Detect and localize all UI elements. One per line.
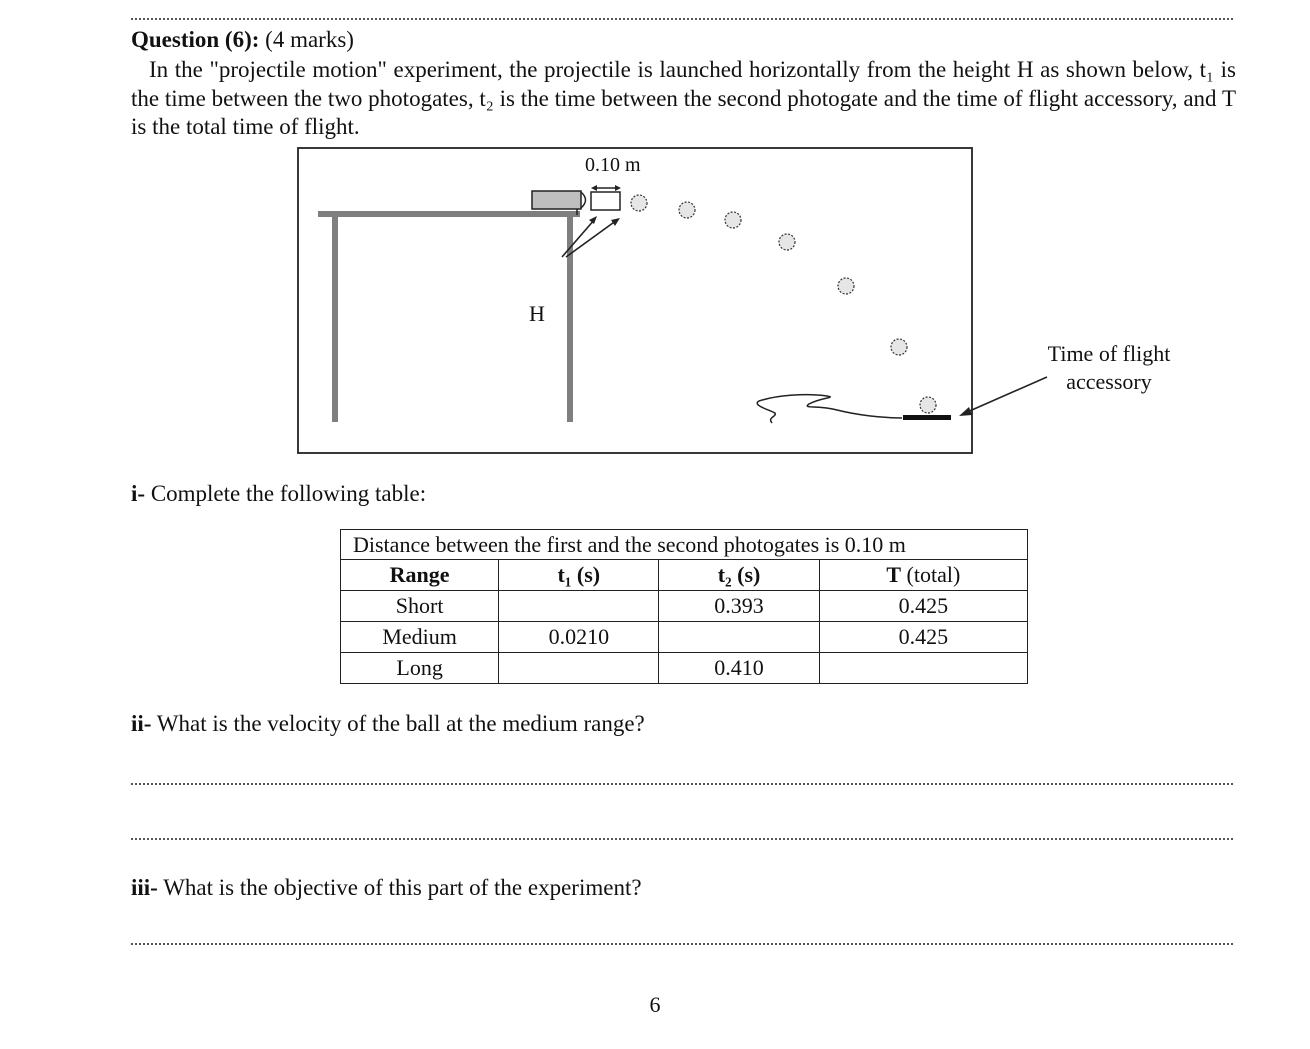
question-body-text: In the "projectile motion" experiment, the projectile is launched horizontally from the height H as shown below, t₁ is the time between the two photogates, t₂ is the time between the second photogate and the time of flight accessory, and T is the total time of flight. <box>131 57 1236 139</box>
results-table <box>340 529 1028 684</box>
table-row <box>341 622 1028 653</box>
table-row <box>341 591 1028 622</box>
cell-total-input[interactable] <box>819 653 1027 684</box>
question-body <box>131 56 1236 142</box>
answer-line[interactable] <box>131 943 1233 945</box>
part-i-text: Complete the following table: <box>150 481 427 506</box>
height-label: H <box>529 301 545 326</box>
part-i-heading <box>131 480 426 508</box>
trajectory-ball <box>779 234 795 250</box>
time-of-flight-pad <box>903 415 951 420</box>
top-dotted-line <box>131 18 1233 20</box>
trajectory-ball <box>920 397 936 413</box>
table-header-row <box>341 560 1028 591</box>
page-number: 6 <box>649 992 661 1017</box>
cell-range: Long <box>341 653 499 684</box>
cell-t2-input[interactable] <box>659 622 819 653</box>
trajectory-ball <box>725 212 741 228</box>
trajectory-ball <box>891 339 907 355</box>
header-total-time: T (total) <box>819 560 1027 591</box>
cell-total: 0.425 <box>819 622 1027 653</box>
part-ii-label: ii- <box>131 711 152 736</box>
part-ii-heading <box>131 710 645 738</box>
table-caption: Distance between the first and the second photogates is 0.10 m <box>341 530 1028 560</box>
distance-label: 0.10 m <box>585 154 641 176</box>
figure-frame <box>298 148 972 453</box>
trajectory-ball <box>679 202 695 218</box>
trajectory-ball <box>838 278 854 294</box>
cell-t2: 0.410 <box>659 653 819 684</box>
question-title <box>131 26 354 54</box>
cell-range: Medium <box>341 622 499 653</box>
part-ii-text: What is the velocity of the ball at the medium range? <box>156 711 645 736</box>
projectile-figure <box>297 147 1171 454</box>
part-iii-text: What is the objective of this part of the experiment? <box>163 875 642 900</box>
accessory-cable <box>757 395 902 423</box>
part-iii-heading <box>131 874 642 902</box>
question-label: Question (6): <box>131 27 260 52</box>
part-iii-label: iii- <box>131 875 158 900</box>
header-range: Range <box>341 560 499 591</box>
distance-arrow <box>591 185 621 191</box>
table-row <box>341 653 1028 684</box>
answer-line[interactable] <box>131 838 1233 840</box>
cell-total: 0.425 <box>819 591 1027 622</box>
photogates <box>591 192 620 210</box>
cell-range: Short <box>341 591 499 622</box>
answer-line[interactable] <box>131 783 1233 785</box>
part-i-label: i- <box>131 481 146 506</box>
cell-t1-input[interactable] <box>499 591 659 622</box>
trajectory-ball <box>631 195 647 211</box>
cell-t2: 0.393 <box>659 591 819 622</box>
question-marks: (4 marks) <box>265 27 354 52</box>
cell-t1-input[interactable] <box>499 653 659 684</box>
cell-t1: 0.0210 <box>499 622 659 653</box>
header-t1: t₁ (s) <box>499 560 659 591</box>
accessory-label-line1: Time of flight <box>1047 341 1171 366</box>
accessory-label-line2: accessory <box>1066 369 1152 394</box>
header-t2: t₂ (s) <box>659 560 819 591</box>
